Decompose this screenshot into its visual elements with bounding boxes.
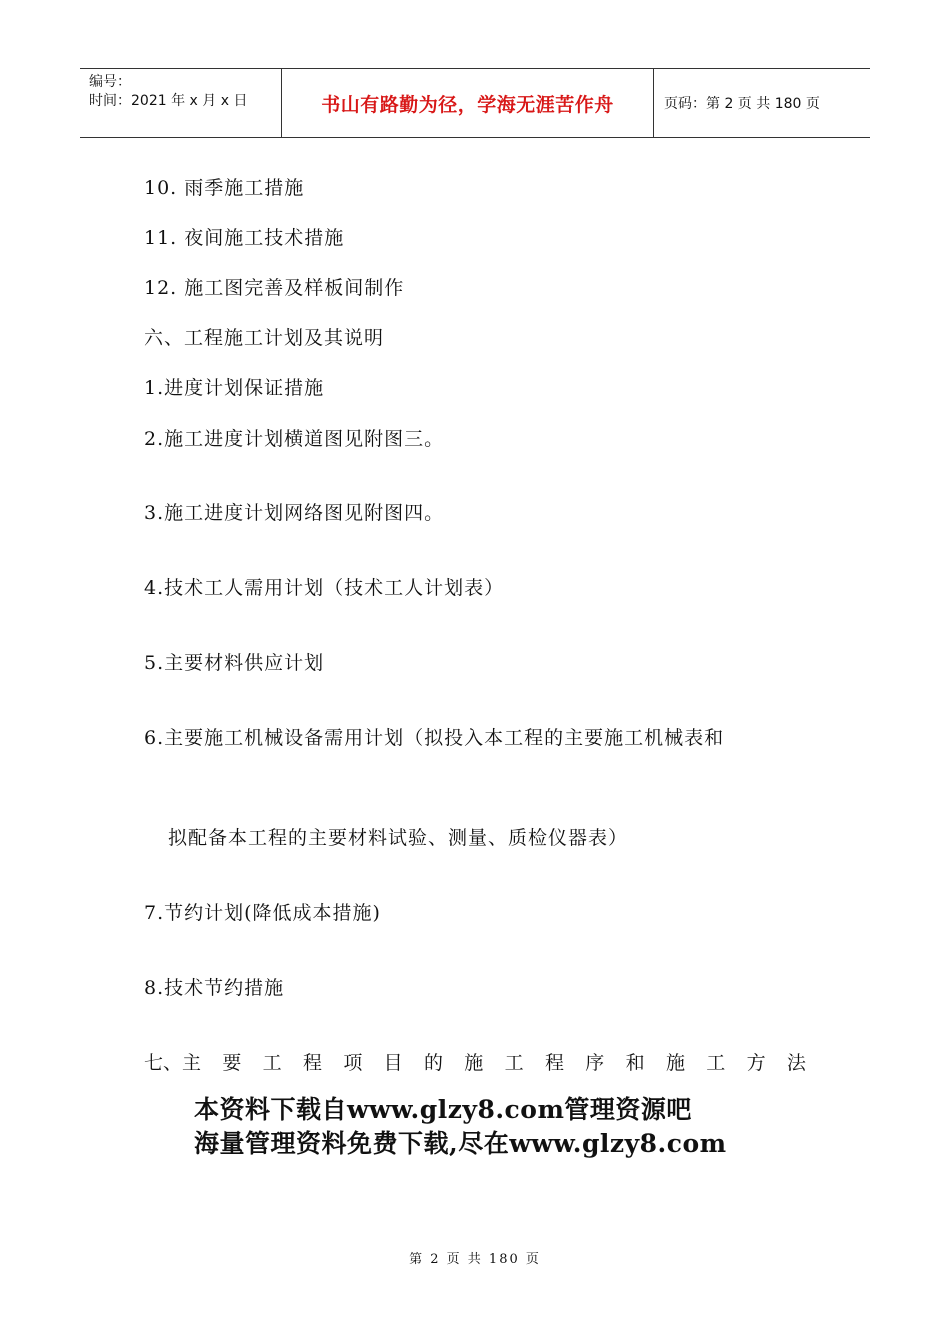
page-header <box>80 68 870 138</box>
section-heading-six: 六、工程施工计划及其说明 <box>144 327 385 349</box>
list-item-machinery-continued: 拟配备本工程的主要材料试验、测量、质检仪器表） <box>168 827 629 849</box>
heading-char: 序 <box>585 1052 605 1074</box>
list-item-drawing-sample-room: 12. 施工图完善及样板间制作 <box>144 277 405 299</box>
heading-char: 施 <box>665 1052 685 1074</box>
header-motto: 书山有路勤为径，学海无涯苦作舟 <box>282 69 654 137</box>
heading-char: 和 <box>625 1052 645 1074</box>
list-item-saving-plan: 7.节约计划(降低成本措施) <box>144 902 381 924</box>
heading-char: 的 <box>423 1052 443 1074</box>
document-date: 时间：2021 年 x 月 x 日 <box>89 93 248 109</box>
heading-char: 法 <box>786 1052 806 1074</box>
list-item-bar-chart: 2.施工进度计划横道图见附图三。 <box>144 428 445 450</box>
document-number-label: 编号： <box>89 74 131 90</box>
ad-line-free-materials: 海量管理资料免费下载,尽在www.glzy8.com <box>194 1129 727 1158</box>
heading-char: 工 <box>262 1052 282 1074</box>
ad-line-download: 本资料下载自www.glzy8.com管理资源吧 <box>194 1095 692 1124</box>
list-item-technical-saving: 8.技术节约措施 <box>144 977 285 999</box>
list-item-night-construction: 11. 夜间施工技术措施 <box>144 227 345 249</box>
heading-char: 工 <box>706 1052 726 1074</box>
page-footer: 第 2 页 共 180 页 <box>409 1252 541 1267</box>
heading-char: 目 <box>383 1052 403 1074</box>
heading-char: 程 <box>302 1052 322 1074</box>
list-item-material-supply: 5.主要材料供应计划 <box>144 652 325 674</box>
list-item-machinery: 6.主要施工机械设备需用计划（拟投入本工程的主要施工机械表和 <box>144 727 725 749</box>
heading-char: 方 <box>746 1052 766 1074</box>
list-item-skilled-labor: 4.技术工人需用计划（技术工人计划表） <box>144 577 505 599</box>
list-item-rainy-season: 10. 雨季施工措施 <box>144 177 305 199</box>
heading-char: 要 <box>222 1052 242 1074</box>
heading-char: 施 <box>464 1052 484 1074</box>
section-heading-seven <box>144 1048 806 1075</box>
header-meta <box>80 69 282 137</box>
heading-char: 工 <box>504 1052 524 1074</box>
heading-char: 程 <box>544 1052 564 1074</box>
heading-char: 项 <box>343 1052 363 1074</box>
list-item-schedule-guarantee: 1.进度计划保证措施 <box>144 377 325 399</box>
header-page-info: 页码：第 2 页 共 180 页 <box>664 96 820 112</box>
heading-char: 七、主 <box>144 1052 202 1074</box>
list-item-network-chart: 3.施工进度计划网络图见附图四。 <box>144 502 445 524</box>
